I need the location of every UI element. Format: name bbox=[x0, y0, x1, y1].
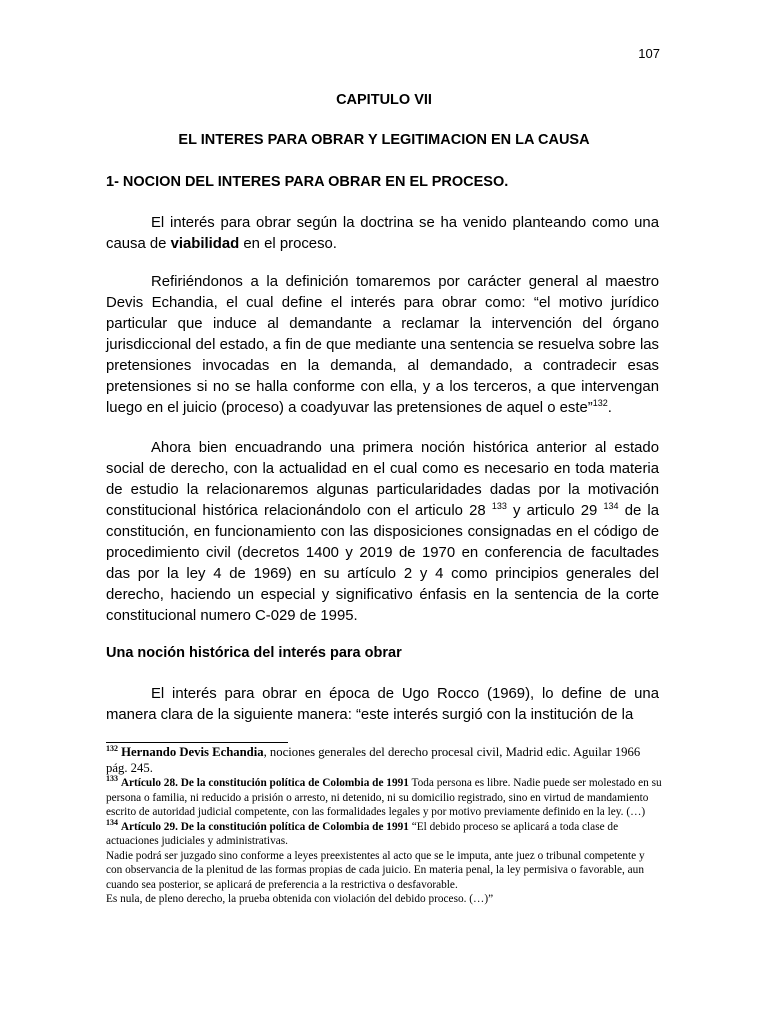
footnote-133 bbox=[106, 776, 662, 820]
page-number: 107 bbox=[638, 46, 660, 61]
footnote-article-title: Artículo 29. De la constitución política de Colombia de 1991 bbox=[120, 820, 409, 833]
paragraph-3 bbox=[106, 438, 659, 627]
paragraph-3-part-1: Ahora bien encuadrando una primera noción histórica anterior al estado social de derecho, con la actualidad en el cual como es necesario en toda materia de estudio la relacionaremos algunas particularidades dadas por la motivación constitucional histórica relacionándolo con el articulo 28 bbox=[106, 440, 659, 519]
footnote-article-title: Artículo 28. De la constitución política de Colombia de 1991 bbox=[120, 777, 409, 789]
section-heading: 1- NOCION DEL INTERES PARA OBRAR EN EL PROCESO. bbox=[106, 174, 509, 190]
footnote-134 bbox=[106, 817, 662, 907]
footnote-ref-132[interactable]: 132 bbox=[592, 398, 608, 409]
paragraph-2-text: Refiriéndonos a la definición tomaremos por carácter general al maestro Devis Echandia, el cual define el interés para obrar como: “el motivo jurídico particular que induce al demandante a reclamar la intervención del órgano jurisdiccional del estado, a fin de que mediante una sentencia se resuelva sobre las pretensiones invocadas en la demanda, al demandado, a contradecir esas pretensiones si no se halla conforme con ella, y a los terceros, a que intervengan luego en el juicio (proceso) a coadyuvar las pretensiones de aquel o este” bbox=[106, 274, 659, 416]
chapter-title: EL INTERES PARA OBRAR Y LEGITIMACION EN LA CAUSA bbox=[178, 132, 590, 148]
footnote-text: Toda persona es libre. Nadie puede ser molestado en su persona o familia, ni reducido a prisión o arresto, ni detenido, ni su domicilio registrado, sino en virtud de mandamiento escrito de autoridad judicial competente, con las formalidades legales y por motivo previamente definido en la ley. (…) bbox=[106, 777, 662, 818]
footnotes bbox=[106, 745, 662, 907]
paragraph-1-tail: en el proceso. bbox=[239, 236, 337, 252]
footnote-paragraph: Es nula, de pleno derecho, la prueba obtenida con violación del debido proceso. (…)” bbox=[106, 893, 494, 905]
footnote-number: 134 bbox=[106, 817, 118, 827]
paragraph-3-part-2: y articulo 29 bbox=[506, 503, 604, 519]
chapter-label: CAPITULO VII bbox=[336, 92, 432, 108]
footnote-ref-134[interactable]: 134 bbox=[603, 501, 619, 512]
footnote-ref-133[interactable]: 133 bbox=[491, 501, 507, 512]
footnote-text: “El debido proceso se aplicará a toda clase de actuaciones judiciales y administrativas. bbox=[106, 820, 619, 847]
footnote-separator bbox=[106, 742, 288, 743]
paragraph-1 bbox=[106, 213, 659, 255]
footnote-paragraph: Nadie podrá ser juzgado sino conforme a leyes preexistentes al acto que se le imputa, ante juez o tribunal competente y con observancia de la plenitud de las formas propias de cada juicio. En materia penal, la ley permisiva o favorable, aun cuando sea posterior, se aplicará de preferencia a la restrictiva o desfavorable. bbox=[106, 849, 645, 891]
footnote-132 bbox=[106, 745, 662, 776]
footnote-number: 132 bbox=[106, 743, 118, 753]
footnote-number: 133 bbox=[106, 774, 118, 784]
paragraph-5: El interés para obrar en época de Ugo Rocco (1969), lo define de una manera clara de la siguiente manera: “este interés surgió con la institución de la bbox=[106, 686, 659, 723]
footnote-text: , nociones generales del derecho procesal civil, Madrid edic. Aguilar 1966 pág. 245. bbox=[106, 745, 641, 775]
subheading: Una noción histórica del interés para obrar bbox=[106, 645, 402, 661]
paragraph-2-end: . bbox=[607, 400, 612, 416]
footnote-author: Hernando Devis Echandia bbox=[121, 745, 264, 759]
paragraph-1-bold-term: viabilidad bbox=[170, 236, 240, 252]
paragraph-2 bbox=[106, 272, 659, 419]
paragraph-1-text: El interés para obrar según la doctrina se ha venido planteando como una causa de bbox=[106, 215, 659, 252]
paragraph-3-part-3: de la constitución, en funcionamiento con las disposiciones consignadas en el código de procedimiento civil (decretos 1400 y 2019 de 1970 en conferencia de facultades das por la ley 4 de 1969) en su artículo 2 y 4 como principios generales del derecho, haciendo un especial y significativo énfasis en la sentencia de la corte constitucional numero C-029 de 1995. bbox=[106, 503, 660, 624]
